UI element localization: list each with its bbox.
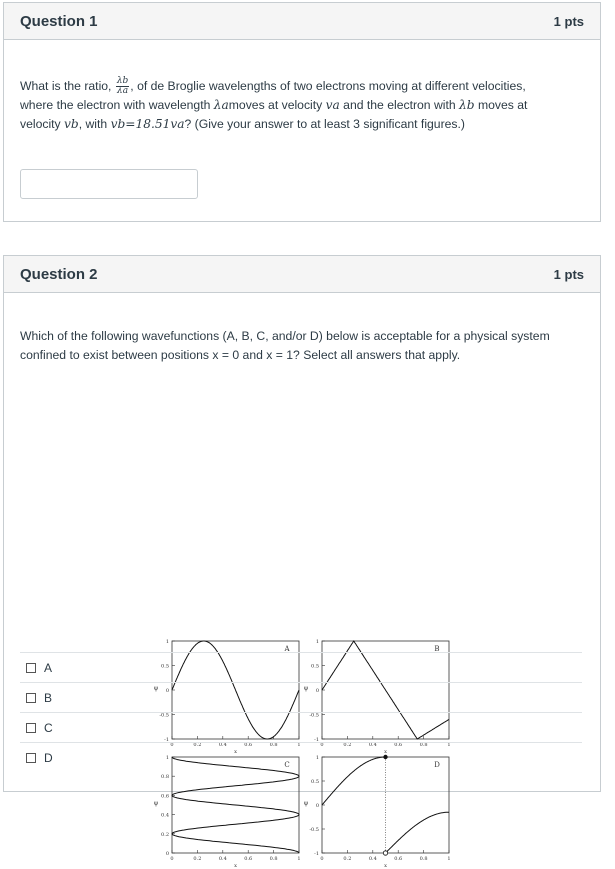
plot-b-xtick-label: 0.6 [394, 742, 403, 748]
question-1-points: 1 pts [553, 13, 584, 29]
plot-d-open-point [383, 851, 387, 855]
checkbox-c[interactable] [26, 723, 36, 733]
plot-d-ytick-label: 1 [315, 755, 319, 761]
plot-d-xtick-label: 0.6 [394, 856, 403, 862]
plot-a-xtick-label: 0.4 [218, 742, 227, 748]
option-b-label: B [44, 691, 53, 705]
plot-a-xtick-label: 0.2 [193, 742, 202, 748]
plot-c-xtick-label: 0 [170, 856, 174, 862]
plot-a-xlabel: x [234, 749, 237, 755]
question-2-header [4, 256, 600, 293]
plot-a-ylabel: ψ [153, 685, 159, 692]
plot-c-ytick-label: 0 [165, 851, 169, 857]
ratio-fraction: $\frac{\lambda b}{\lambda a}$ [116, 76, 129, 97]
question-1-title: Question 1 [20, 12, 98, 30]
plot-a-ytick-label: -0.5 [159, 712, 169, 719]
plot-b-ytick-label: -1 [314, 737, 319, 743]
plot-a-xtick-label: 1 [297, 742, 301, 748]
plot-c-xtick-label: 0.2 [193, 856, 202, 862]
plot-d-ytick-label: -1 [314, 851, 319, 857]
plot-b-xtick-label: 1 [447, 742, 451, 748]
plot-a-label: A [284, 645, 290, 653]
checkbox-d[interactable] [26, 753, 36, 763]
option-c[interactable] [20, 712, 582, 743]
plot-c-xtick-label: 0.6 [244, 856, 253, 862]
plot-d-ytick-label: 0 [315, 803, 319, 809]
plot-d-xtick-label: 0.2 [343, 856, 352, 862]
plot-d-ytick-label: 0.5 [311, 779, 319, 785]
plot-d-xtick-label: 0.4 [368, 856, 377, 862]
checkbox-a[interactable] [26, 663, 36, 673]
plot-c-ytick-label: 0.8 [161, 774, 169, 781]
checkbox-b[interactable] [26, 693, 36, 703]
plot-d-xlabel: x [384, 863, 387, 869]
plot-d-curve-right [386, 812, 450, 853]
plot-d-ylabel: ψ [303, 800, 309, 807]
option-d[interactable] [20, 742, 582, 773]
plot-c-ytick-label: 0.2 [161, 831, 169, 838]
plot-a-ytick-label: 0 [165, 688, 169, 694]
plot-a-xtick-label: 0 [170, 742, 174, 748]
option-a[interactable] [20, 652, 582, 683]
plot-b-ytick-label: -0.5 [309, 712, 319, 719]
question-2-card [3, 255, 601, 869]
plot-b-ytick-label: 0.5 [311, 663, 319, 670]
plot-b-ytick-label: 1 [315, 639, 319, 645]
plot-c-ytick-label: 1 [165, 755, 169, 761]
plot-a-xtick-label: 0.6 [244, 742, 253, 748]
plot-b-xtick-label: 0.4 [368, 742, 377, 748]
option-a-label: A [44, 661, 53, 675]
plot-b-xtick-label: 0.2 [343, 742, 352, 748]
plot-c-ytick-label: 0.4 [161, 812, 169, 819]
plot-a-xtick-label: 0.8 [269, 742, 278, 748]
plot-b-label: B [434, 645, 440, 653]
plot-c-label: C [284, 761, 290, 769]
question-1-card [3, 2, 601, 222]
plot-d-label: D [434, 761, 440, 769]
question-2-title: Question 2 [20, 265, 98, 283]
plot-a-ytick-label: 1 [165, 639, 169, 645]
question-1-header [4, 3, 600, 40]
option-d-label: D [44, 751, 53, 765]
plot-a-ytick-label: -1 [164, 737, 169, 743]
plot-d-xtick-label: 0.8 [419, 856, 428, 862]
option-b[interactable] [20, 682, 582, 713]
question-2-points: 1 pts [553, 266, 584, 282]
question-2-text: Which of the following wavefunctions (A, B, C, and/or D) below is acceptable for a physical system confined to exist between positions x = 0 and x = 1? Select all answers that apply. [20, 329, 550, 362]
plot-b-ylabel: ψ [303, 685, 309, 692]
plot-d-ytick-label: -0.5 [309, 827, 319, 833]
plot-c-xtick-label: 0.8 [269, 856, 278, 862]
plot-b-xlabel: x [384, 749, 387, 755]
plot-d-xtick-label: 0 [320, 856, 324, 862]
plot-c-xtick-label: 0.4 [218, 856, 227, 862]
plot-a-ytick-label: 0.5 [161, 663, 169, 670]
plot-c-xtick-label: 1 [297, 856, 301, 862]
plot-c-xlabel: x [234, 863, 237, 869]
plot-b-ytick-label: 0 [315, 688, 319, 694]
option-c-label: C [44, 721, 53, 735]
answer-input[interactable] [20, 169, 198, 199]
plot-b-xtick-label: 0 [320, 742, 324, 748]
plot-c-ytick-label: 0.6 [161, 793, 169, 800]
plot-d-xtick-label: 1 [447, 856, 451, 862]
plot-c-ylabel: ψ [153, 800, 159, 807]
plot-b-xtick-label: 0.8 [419, 742, 428, 748]
question-1-text: What is the ratio, $\frac{\lambda b}{\lambda a}$ , of de Broglie wavelengths of two electrons moving at different velocities, where the electron with wavelength λamoves at velocity va and the electron with λb moves at velocity vb, with vb=18.51va? (Give your answer to at least 3 significant figures.) [20, 76, 528, 132]
